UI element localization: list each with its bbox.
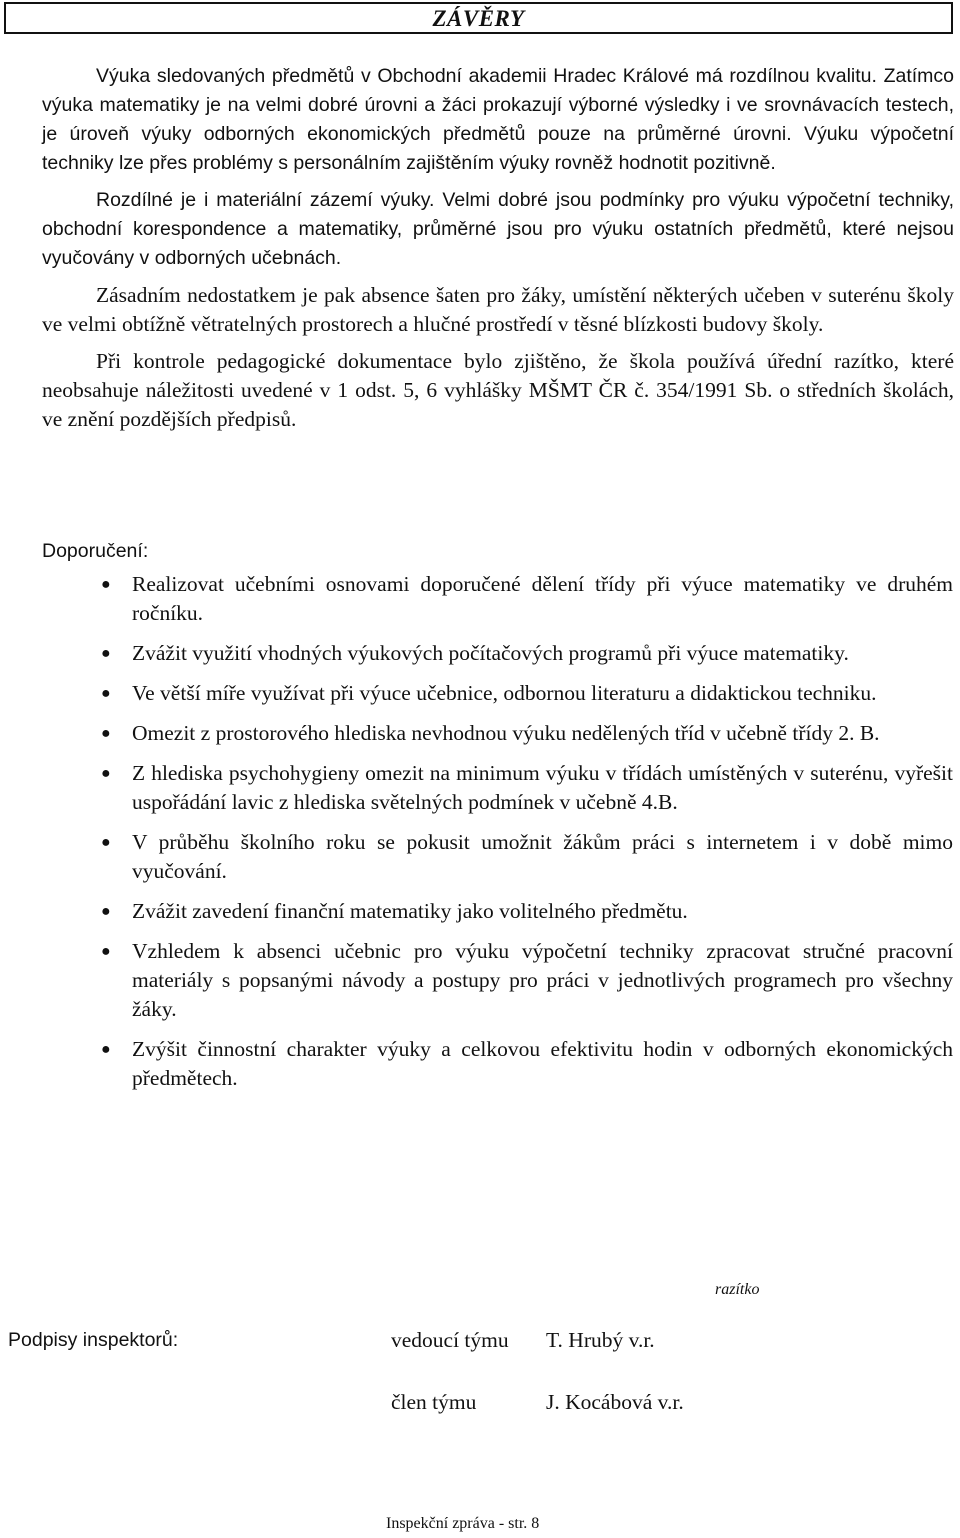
list-item [101,679,953,708]
signature-name-lead: T. Hrubý v.r. [546,1328,655,1352]
list-item [101,937,953,1024]
bullet-icon: ● [101,834,111,851]
page-footer: Inspekční zpráva - str. 8 [386,1515,540,1532]
list-item [101,639,953,668]
list-item-text: Zvážit zavedení finanční matematiky jako volitelného předmětu. [132,899,688,923]
signature-role-member: člen týmu [391,1390,477,1414]
list-item-text: Zvážit využití vhodných výukových počítačových programů při výuce matematiky. [132,641,849,665]
signatures-label: Podpisy inspektorů: [8,1329,179,1351]
bullet-icon: ● [101,943,111,960]
page-title: ZÁVĚRY [4,2,953,34]
list-item-text: Ve větší míře využívat při výuce učebnice, odbornou literaturu a didaktickou techniku. [132,681,877,705]
bullet-icon: ● [101,903,111,920]
list-item-text: V průběhu školního roku se pokusit umožnit žákům práci s internetem i v době mimo vyučování. [132,830,953,883]
bullet-icon: ● [101,685,111,702]
bullet-icon: ● [101,725,111,742]
conclusions-body [42,62,954,442]
list-item-text: Omezit z prostorového hlediska nevhodnou výuku nedělených tříd v učebně třídy 2. B. [132,721,880,745]
recommendations-list [101,570,953,1104]
paragraph-material: Rozdílné je i materiální zázemí výuky. Velmi dobré jsou podmínky pro výuku výpočetní techniky, obchodní korespondence a matematiky, průměrné jsou pro výuku ostatních předmětů, které nejsou vyučovány v odborných učebnách. [42,189,954,269]
bullet-icon: ● [101,1041,111,1058]
paragraph-documentation: Při kontrole pedagogické dokumentace bylo zjištěno, že škola používá úřední razítko, které neobsahuje náležitosti uvedené v 1 odst. 5, 6 vyhlášky MŠMT ČR č. 354/1991 Sb. o středních školách, ve znění pozdějších předpisů. [42,349,954,431]
bullet-icon: ● [101,645,111,662]
list-item [101,719,953,748]
list-item [101,570,953,628]
list-item-text: Zvýšit činnostní charakter výuky a celkovou efektivitu hodin v odborných ekonomických předmětech. [132,1037,953,1090]
paragraph-deficiency: Zásadním nedostatkem je pak absence šaten pro žáky, umístění některých učeben v suterénu školy ve velmi obtížně větratelných prostorech a hlučné prostředí v těsné blízkosti budovy školy. [42,283,954,336]
list-item-text: Vzhledem k absenci učebnic pro výuku výpočetní techniky zpracovat stručné pracovní materiály s popsanými návody a postupy pro práci v jednotlivých programech pro všechny žáky. [132,939,953,1021]
list-item-text: Z hlediska psychohygieny omezit na minimum výuku v třídách umístěných v suterénu, vyřešit uspořádání lavic z hlediska světelných podmínek v učebně 4.B. [132,761,953,814]
list-item [101,897,953,926]
list-item [101,759,953,817]
paragraph-quality: Výuka sledovaných předmětů v Obchodní akademii Hradec Králové má rozdílnou kvalitu. Zatímco výuka matematiky je na velmi dobré úrovni a žáci prokazují výborné výsledky i ve srovnávacích testech, je úroveň výuky odborných ekonomických předmětů pouze na průměrné úrovni. Výuku výpočetní techniky lze přes problémy s personálním zajištěním výuky rovněž hodnotit pozitivně. [42,65,954,174]
list-item-text: Realizovat učebními osnovami doporučené dělení třídy při výuce matematiky ve druhém ročníku. [132,572,953,625]
list-item [101,828,953,886]
signature-name-member: J. Kocábová v.r. [546,1390,684,1414]
bullet-icon: ● [101,576,111,593]
signature-role-lead: vedoucí týmu [391,1328,509,1352]
list-item [101,1035,953,1093]
recommendations-heading: Doporučení: [42,540,149,562]
bullet-icon: ● [101,765,111,782]
stamp-label: razítko [715,1281,760,1298]
